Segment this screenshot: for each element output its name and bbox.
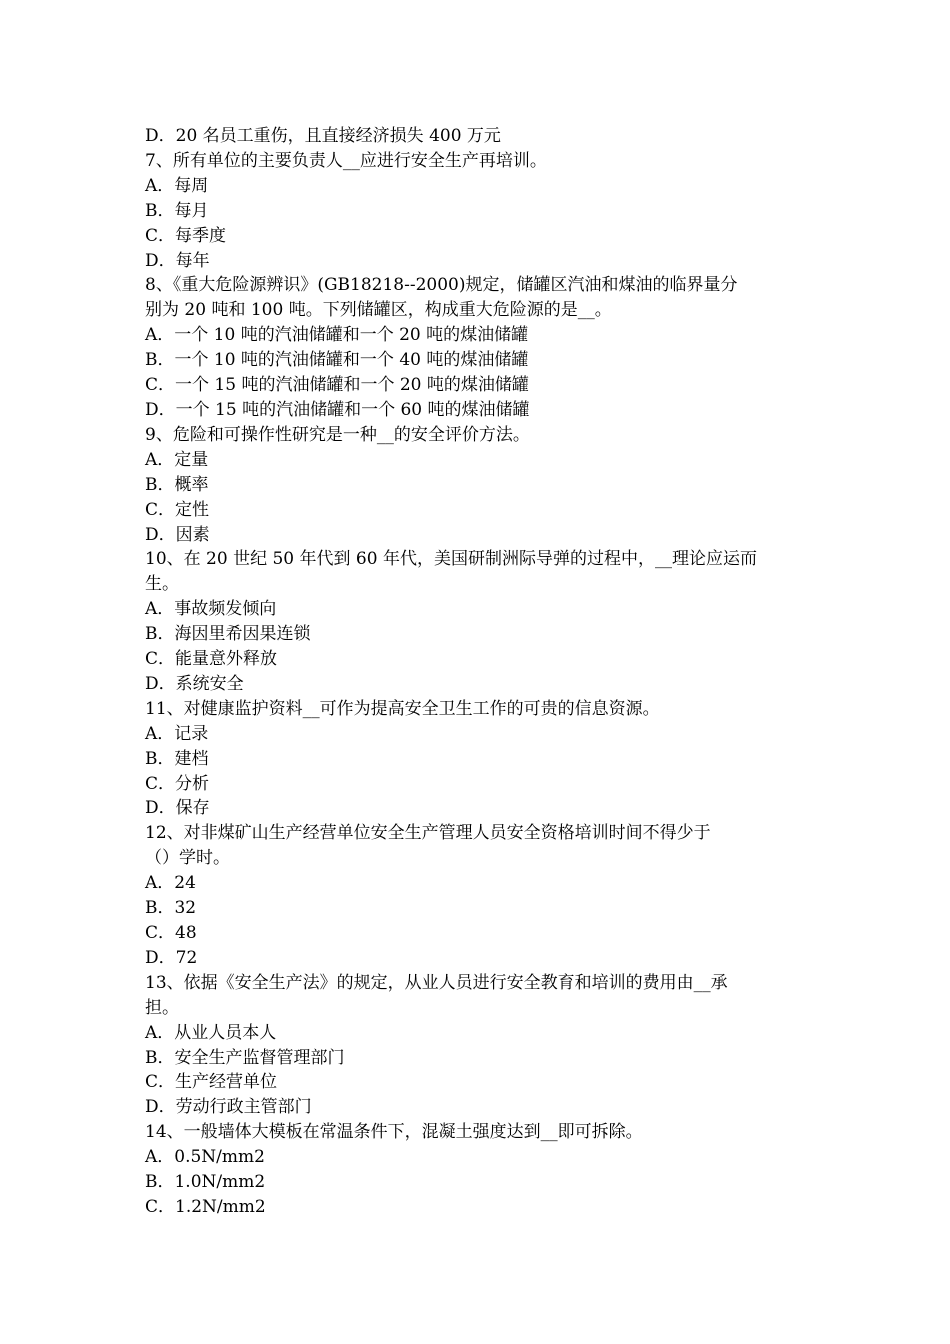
option-line: D．每年	[145, 250, 210, 271]
option-line: A．24	[145, 873, 196, 894]
option-line: C．每季度	[145, 225, 227, 246]
option-line: A．记录	[145, 723, 209, 744]
option-line: B．安全生产监督管理部门	[145, 1047, 345, 1068]
question-line: 12、对非煤矿山生产经营单位安全生产管理人员安全资格培训时间不得少于	[145, 823, 711, 844]
option-line: C．一个 15 吨的汽油储罐和一个 20 吨的煤油储罐	[145, 375, 529, 396]
option-line: B．32	[145, 898, 197, 919]
document-body	[145, 124, 810, 1220]
option-line: B．概率	[145, 474, 209, 495]
option-line: A．每周	[145, 175, 209, 196]
option-line: D．因素	[145, 524, 210, 545]
option-line: C．生产经营单位	[145, 1072, 278, 1093]
question-line: 8、《重大危险源辨识》(GB18218--2000)规定，储罐区汽油和煤油的临界量分	[145, 275, 738, 296]
option-line: A．事故频发倾向	[145, 599, 277, 620]
option-line: B．建档	[145, 748, 209, 769]
option-line: C．48	[145, 923, 197, 943]
option-line: D．20 名员工重伤，且直接经济损失 400 万元	[145, 126, 501, 146]
option-line: D．保存	[145, 798, 210, 819]
question-line: 9、危险和可操作性研究是一种__的安全评价方法。	[145, 424, 530, 445]
option-line: B．一个 10 吨的汽油储罐和一个 40 吨的煤油储罐	[145, 350, 529, 371]
option-line: A．从业人员本人	[145, 1022, 277, 1043]
option-line: B．1.0N/mm2	[145, 1172, 266, 1193]
option-line: D．72	[145, 947, 198, 968]
option-line: D．系统安全	[145, 673, 244, 694]
option-line: D．一个 15 吨的汽油储罐和一个 60 吨的煤油储罐	[145, 399, 530, 420]
option-line: A．定量	[145, 449, 209, 470]
option-line: A．0.5N/mm2	[145, 1147, 265, 1168]
question-line: 别为 20 吨和 100 吨。下列储罐区，构成重大危险源的是__。	[145, 300, 612, 321]
option-line: C．能量意外释放	[145, 649, 278, 670]
option-line: B．海因里希因果连锁	[145, 624, 311, 645]
question-line: 13、依据《安全生产法》的规定，从业人员进行安全教育和培训的费用由__承	[145, 972, 728, 993]
option-line: D．劳动行政主管部门	[145, 1097, 312, 1118]
question-line: 担。	[145, 997, 179, 1018]
option-line: A．一个 10 吨的汽油储罐和一个 20 吨的煤油储罐	[145, 325, 529, 346]
question-line: 14、一般墙体大模板在常温条件下，混凝土强度达到__即可拆除。	[145, 1122, 643, 1143]
option-line: C．1.2N/mm2	[145, 1196, 266, 1217]
question-line: 11、对健康监护资料__可作为提高安全卫生工作的可贵的信息资源。	[145, 698, 660, 719]
option-line: C．分析	[145, 773, 210, 794]
question-line: 生。	[145, 574, 179, 595]
option-line: C．定性	[145, 499, 210, 520]
question-line: 10、在 20 世纪 50 年代到 60 年代，美国研制洲际导弹的过程中，__理论应运而	[145, 549, 757, 570]
option-line: B．每月	[145, 200, 209, 221]
question-line: （）学时。	[145, 848, 230, 869]
question-line: 7、所有单位的主要负责人__应进行安全生产再培训。	[145, 150, 547, 171]
